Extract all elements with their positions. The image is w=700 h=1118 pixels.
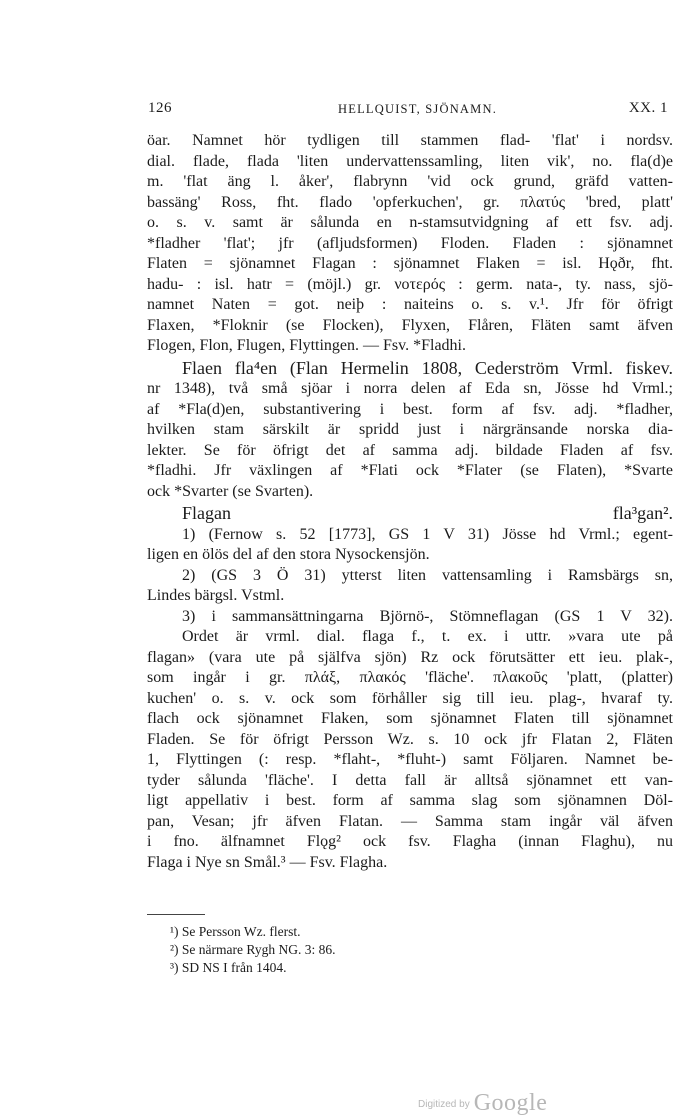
text-line: 1) (Fernow s. 52 [1773], GS 1 V 31) Jösse hd Vrml.; egent- <box>182 525 673 543</box>
text-line: o. s. v. samt är sålunda en n-stamsutvidgning af ett fsv. adj. <box>147 214 673 231</box>
text-line: som ingår i gr. πλάξ, πλακός 'fläche'. πλακοῦς 'platt, (platter) <box>147 669 673 686</box>
text-line: Flaga i Nye sn Smål.³ — Fsv. Flagha. <box>147 853 388 871</box>
text-line: hadu- : isl. hatr = (möjl.) gr. νοτερός : germ. nata-, ty. nass, sjö- <box>147 275 673 293</box>
entry-heading-line: Flaen fla⁴en (Flan Hermelin 1808, Cederström Vrml. fiskev. <box>182 357 673 378</box>
digitized-watermark <box>418 1090 547 1114</box>
footnote: ³) SD NS I från 1404. <box>170 960 287 975</box>
text-line: dial. flade, flada 'liten undervattenssamling, liten vik', no. fla(d)e <box>147 152 673 170</box>
text-line: 2) (GS 3 Ö 31) ytterst liten vattensamling i Ramsbärgs sn, <box>182 566 673 584</box>
text-line: af *Fla(d)en, substantivering i best. form af fsv. adj. *fladher, <box>147 400 673 418</box>
body-text <box>147 131 673 873</box>
text-line: *fladhi. Jfr växlingen af *Flati ock *Flater (se Flaten), *Svarte <box>147 462 673 479</box>
page-number: 126 <box>148 100 172 116</box>
page-header <box>148 100 668 128</box>
text-line: Fladen. Se för öfrigt Persson Wz. s. 10 ock jfr Flatan 2, Fläten <box>147 730 673 748</box>
text-line: i fno. älfnamnet Flǫg² ock fsv. Flagha (innan Flaghu), nu <box>147 833 673 850</box>
footnotes <box>170 923 490 977</box>
watermark-brand: Google <box>473 1090 548 1116</box>
text-line: ligt appellativ i best. form af samma slag som sjönamnen Döl- <box>147 792 673 809</box>
text-line: hvilken stam särskilt är spridd just i närgränsande norska dia- <box>147 421 673 438</box>
text-line: bassäng' Ross, fht. flado 'opferkuchen', gr. πλατύς 'bred, platt' <box>147 193 673 211</box>
text-line: flagan» (vara ute på själfva sjön) Rz ock förutsätter ett ieu. plak-, <box>147 648 673 666</box>
text-line: ligen en ölös del af den stora Nysockensjön. <box>147 546 430 563</box>
text-line: m. 'flat äng l. åker', flabrynn 'vid ock grund, gräfd vatten- <box>147 173 673 190</box>
running-title: HELLQUIST, SJÖNAMN. <box>338 102 498 116</box>
watermark-by: Digitized by <box>418 1099 470 1110</box>
section-number: XX. 1 <box>628 100 668 116</box>
text-line: pan, Vesan; jfr äfven Flatan. — Samma stam ingår väl äfven <box>147 812 673 830</box>
text-line: 1, Flyttingen (: resp. *flaht-, *fluht-) samt Följaren. Namnet be- <box>147 751 673 768</box>
entry-heading-line: Flagan fla³gan². <box>182 503 673 523</box>
text-line: Flogen, Flon, Flugen, Flyttingen. — Fsv. *Fladhi. <box>147 337 466 354</box>
footnote: ¹) Se Persson Wz. flerst. <box>170 924 301 939</box>
text-line: kuchen' o. s. v. ock som förhåller sig till ieu. plag-, hvaraf ty. <box>147 689 673 707</box>
text-line: Lindes bärgsl. Vstml. <box>147 587 285 604</box>
text-line: öar. Namnet hör tydligen till stammen flad- 'flat' i nordsv. <box>147 132 673 149</box>
text-line: 3) i sammansättningarna Björnö-, Stömneflagan (GS 1 V 32). <box>182 607 673 625</box>
text-line: *fladher 'flat'; jfr (afljudsformen) Floden. Fladen : sjönamnet <box>147 234 673 252</box>
footnote-rule <box>147 914 205 915</box>
text-line: Flaxen, *Floknir (se Flocken), Flyxen, Flåren, Fläten samt äfven <box>147 316 673 334</box>
text-line: Ordet är vrml. dial. flaga f., t. ex. i uttr. »vara ute på <box>182 628 673 645</box>
text-line: namnet Naten = got. neiþ : naiteins o. s. v.¹. Jfr för öfrigt <box>147 296 673 313</box>
text-line: flach ock sjönamnet Flaken, som sjönamnet Flaten till sjönamnet <box>147 710 673 727</box>
text-line: lekter. Se för öfrigt det af samma adj. bildade Fladen af fsv. <box>147 441 673 459</box>
text-line: tyder sålunda 'fläche'. I detta fall är alltså sjönamnet ett van- <box>147 771 673 789</box>
text-line: nr 1348), två små sjöar i norra delen af Eda sn, Jösse hd Vrml.; <box>147 380 673 397</box>
text-line: ock *Svarter (se Svarten). <box>147 482 314 500</box>
footnote: ²) Se närmare Rygh NG. 3: 86. <box>170 942 336 957</box>
text-line: Flaten = sjönamnet Flagan : sjönamnet Flaken = isl. Hǫðr, fht. <box>147 255 673 272</box>
